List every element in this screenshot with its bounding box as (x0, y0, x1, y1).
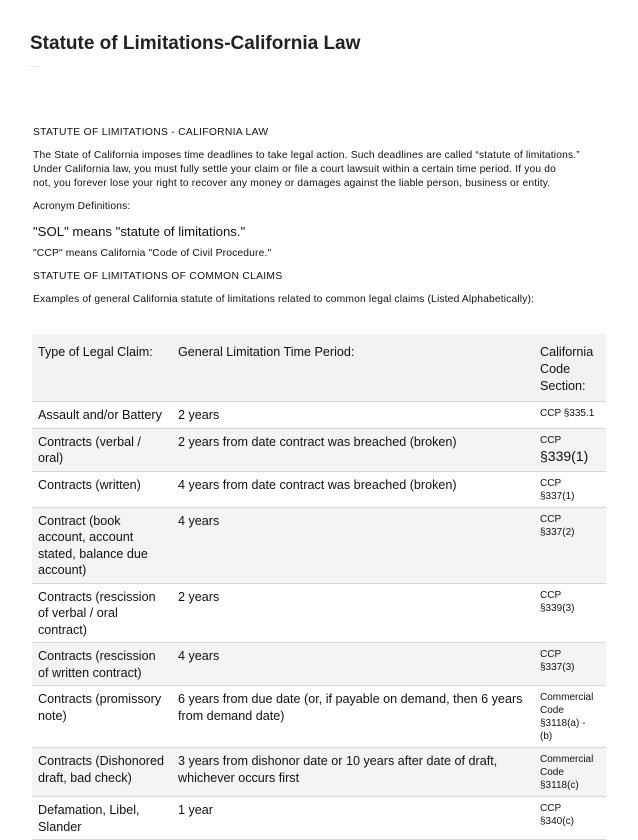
claim-cell: Contracts (written) (32, 471, 172, 507)
header-code-line: California (540, 345, 594, 359)
code-cell (534, 797, 606, 840)
common-claims-heading: STATUTE OF LIMITATIONS OF COMMON CLAIMS (33, 271, 283, 282)
header-code-line: Code (540, 362, 571, 376)
period-cell: 2 years (172, 402, 534, 429)
claim-cell: Contracts (Dishonored draft, bad check) (32, 748, 172, 797)
table-row (32, 686, 606, 748)
claim-cell: Contracts (promissory note) (32, 686, 172, 748)
code-line: CCP (540, 803, 562, 814)
code-line: §337(1) (540, 490, 575, 502)
claim-cell: Assault and/or Battery (32, 402, 172, 429)
code-cell (534, 686, 606, 748)
code-line: §337(2) (540, 526, 575, 538)
period-cell: 4 years (172, 507, 534, 583)
code-line: Commercial (540, 754, 594, 765)
table-row (32, 643, 606, 686)
code-cell (534, 643, 606, 686)
period-cell: 6 years from due date (or, if payable on demand, then 6 years from demand date) (172, 686, 534, 748)
title-divider (30, 66, 40, 67)
code-line: (b) (540, 731, 553, 742)
examples-text: Examples of general California statute of limitations related to common legal claims (Listed Alphabetically): (33, 294, 535, 305)
code-cell (534, 507, 606, 583)
code-line: §337(3) (540, 662, 575, 673)
code-line: §339(1) (540, 447, 589, 464)
table-row (32, 797, 606, 840)
period-cell: 2 years (172, 583, 534, 643)
acronym-heading: Acronym Definitions: (33, 201, 131, 212)
header-code-line: Section: (540, 379, 586, 393)
period-cell: 4 years (172, 643, 534, 686)
code-line: CCP (540, 649, 562, 660)
sol-definition: "SOL" means "statute of limitations." (33, 224, 246, 239)
code-cell (534, 402, 606, 429)
table-row (32, 507, 606, 583)
code-line: CCP (540, 434, 562, 446)
claim-cell: Defamation, Libel, Slander (32, 797, 172, 840)
code-line: CCP (540, 477, 562, 489)
header-period: General Limitation Time Period: (172, 334, 534, 402)
limitations-table (32, 334, 606, 840)
code-cell (534, 471, 606, 507)
intro-section (33, 126, 613, 316)
intro-paragraph-line: The State of California imposes time deadlines to take legal action. Such deadlines are called “statute of limitations.” (33, 150, 580, 161)
table-row (32, 748, 606, 797)
table-row (32, 402, 606, 429)
document-heading: STATUTE OF LIMITATIONS - CALIFORNIA LAW (33, 127, 269, 138)
period-cell: 3 years from dishonor date or 10 years after date of draft, whichever occurs first (172, 748, 534, 797)
code-line: CCP (540, 513, 562, 525)
table-row (32, 428, 606, 471)
claim-cell: Contracts (rescission of verbal / oral contract) (32, 583, 172, 643)
code-line: §3118(c) (540, 780, 579, 791)
intro-paragraph (33, 149, 613, 191)
ccp-definition: "CCP" means California "Code of Civil Procedure." (33, 248, 272, 259)
table-header-row (32, 334, 606, 402)
code-line: Code (540, 705, 564, 716)
period-cell: 1 year (172, 797, 534, 840)
code-line: §339(3) (540, 602, 575, 614)
code-line: §340(c) (540, 816, 574, 827)
claim-cell: Contract (book account, account stated, balance due account) (32, 507, 172, 583)
code-line: Commercial (540, 692, 594, 703)
header-code (534, 334, 606, 402)
period-cell: 4 years from date contract was breached (broken) (172, 471, 534, 507)
code-line: Code (540, 767, 564, 778)
code-cell (534, 583, 606, 643)
claim-cell: Contracts (verbal / oral) (32, 428, 172, 471)
code-line: CCP §335.1 (540, 408, 595, 419)
claim-cell: Contracts (rescission of written contract) (32, 643, 172, 686)
header-claim: Type of Legal Claim: (32, 334, 172, 402)
code-cell (534, 748, 606, 797)
table-row (32, 583, 606, 643)
code-cell (534, 428, 606, 471)
code-line: CCP (540, 589, 562, 601)
period-cell: 2 years from date contract was breached (broken) (172, 428, 534, 471)
page-title: Statute of Limitations-California Law (30, 33, 361, 54)
intro-paragraph-line: not, you forever lose your right to recover any money or damages against the liable person, business or entity. (33, 178, 551, 189)
code-line: §3118(a) - (540, 718, 586, 729)
intro-paragraph-line: Under California law, you must fully settle your claim or file a court lawsuit within a certain time period. If you do (33, 164, 557, 175)
table-row (32, 471, 606, 507)
